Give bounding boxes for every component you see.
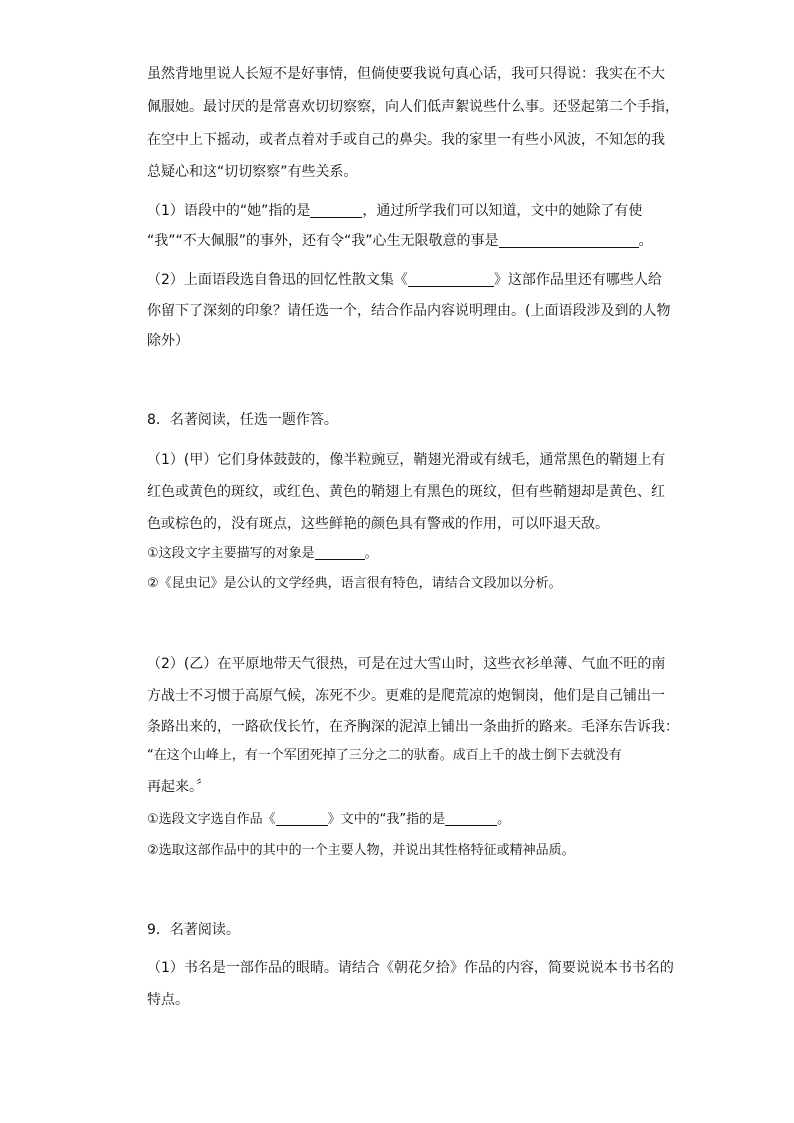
text-line: 红色或黄色的斑纹，或红色、黄色的鞘翅上有黑色的斑纹，但有些鞘翅却是黄色、红 [147, 484, 665, 500]
question-text: （1）语段中的“她”指的是 [147, 203, 311, 219]
text-line: 虽然背地里说人长短不是好事情，但倘使要我说句真心话，我可只得说：我实在不大 [147, 66, 665, 82]
text-line: 色或棕色的，没有斑点，这些鲜艳的颜色具有警戒的作用，可以吓退天敌。 [147, 516, 609, 532]
question-line: 除外） [147, 333, 189, 349]
section-title: 8．名著阅读，任选一题作答。 [147, 412, 338, 428]
text-line: 特点。 [147, 992, 189, 1008]
question-line [147, 201, 642, 221]
question-text: 。 [497, 812, 511, 827]
text-line: （2）(乙）在平原地带天气很热，可是在过大雪山时，这些衣衫单薄、气血不旺的南 [147, 656, 666, 672]
answer-blank[interactable] [499, 233, 639, 248]
text-line: 总疑心和这“切切察察”有些关系。 [147, 164, 358, 180]
answer-blank[interactable] [310, 203, 362, 218]
question-line: ②《昆虫记》是公认的文学经典，语言很有特色，请结合文段加以分析。 [147, 576, 562, 591]
question-text: “我”“不大佩服”的事外，还有令“我”心生无限敬意的事是 [147, 233, 499, 249]
text-line: （1）(甲）它们身体鼓鼓的，像半粒豌豆，鞘翅光滑或有绒毛，通常黑色的鞘翅上有 [147, 452, 666, 468]
answer-blank[interactable] [276, 811, 328, 826]
text-line: 条路出来的，一路砍伐长竹，在齐胸深的泥淖上铺出一条曲折的路来。毛泽东告诉我： [147, 719, 679, 735]
question-text: ①选段文字选自作品《 [147, 812, 276, 827]
question-text: ①这段文字主要描写的对象是 [147, 546, 315, 561]
question-text: 。 [638, 233, 653, 249]
text-line: 再起来。〞 [147, 779, 210, 795]
question-line: ②选取这部作品中的其中的一个主要人物，并说出其性格特征或精神品质。 [147, 843, 575, 858]
question-line [147, 810, 510, 830]
question-line [147, 544, 378, 564]
question-line [147, 270, 662, 290]
text-line: （1）书名是一部作品的眼睛。请结合《朝花夕拾》作品的内容，简要说说本书书名的 [147, 960, 674, 976]
question-text: （2）上面语段选自鲁迅的回忆性散文集《 [147, 272, 408, 288]
text-line: 方战士不习惯于高原气候，冻死不少。更难的是爬荒凉的炮铜岗，他们是自己铺出一 [147, 688, 665, 704]
question-text: 》文中的“我”指的是 [327, 812, 446, 827]
answer-blank[interactable] [315, 545, 365, 560]
text-line: 佩服她。最讨厌的是常喜欢切切察察，向人们低声絮说些什么事。还竖起第二个手指， [147, 99, 679, 115]
answer-blank[interactable] [445, 811, 497, 826]
answer-blank[interactable] [408, 272, 494, 287]
question-text: 。 [364, 546, 378, 561]
text-line: “在这个山峰上，有一个军团死掉了三分之二的驮畜。成百上千的战士倒下去就没有 [147, 748, 622, 763]
question-line: 你留下了深刻的印象？请任选一个，结合作品内容说明理由。(上面语段涉及到的人物 [147, 303, 671, 319]
section-title: 9．名著阅读。 [147, 922, 240, 938]
text-line: 在空中上下摇动，或者点着对手或自己的鼻尖。我的家里一有些小风波，不知怎的我 [147, 132, 665, 148]
question-line [147, 231, 653, 251]
question-text: ，通过所学我们可以知道，文中的她除了有使 [362, 203, 643, 219]
question-text: 》这部作品里还有哪些人给 [493, 272, 662, 288]
